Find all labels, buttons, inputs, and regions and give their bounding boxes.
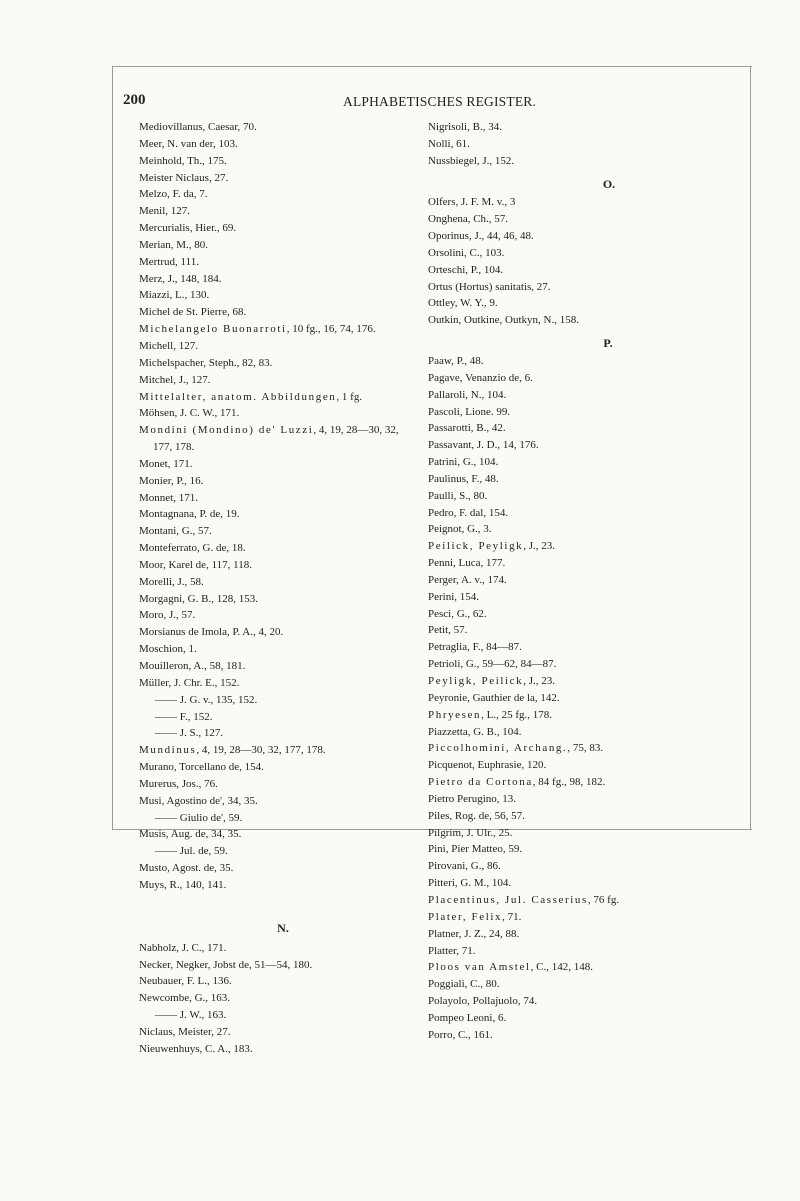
index-entry bbox=[139, 389, 417, 406]
index-entry: Nieuwenhuys, C. A., 183. bbox=[139, 1042, 253, 1055]
index-column-right bbox=[428, 119, 750, 1044]
index-entry: Morsianus de Imola, P. A., 4, 20. bbox=[139, 626, 284, 639]
index-entry bbox=[428, 959, 750, 976]
section-heading-n: N. bbox=[277, 920, 289, 935]
index-entry: Platter, 71. bbox=[428, 944, 476, 957]
index-entry: Nolli, 61. bbox=[428, 137, 470, 150]
index-entry: Morelli, J., 58. bbox=[139, 575, 204, 588]
index-entry: Pilgrim, J. Ulr., 25. bbox=[428, 826, 513, 839]
spaced-entry-term: Plater, Felix bbox=[428, 910, 503, 923]
index-subentry: —— J. S., 127. bbox=[155, 727, 224, 740]
index-entry: Penni, Luca, 177. bbox=[428, 557, 506, 570]
index-entry: Pini, Pier Matteo, 59. bbox=[428, 843, 523, 856]
index-entry: Pirovani, G., 86. bbox=[428, 860, 501, 873]
index-entry: Moor, Karel de, 117, 118. bbox=[139, 558, 252, 571]
spaced-entry-term: Peyligk, Peilick bbox=[428, 675, 524, 687]
index-entry: Musto, Agost. de, 35. bbox=[139, 862, 234, 875]
index-entry: Merian, M., 80. bbox=[139, 238, 209, 251]
entry-references: , J., 23. bbox=[523, 540, 556, 553]
index-entry: Pedro, F. dal, 154. bbox=[428, 506, 509, 519]
entry-references: , 84 fg., 98, 182. bbox=[532, 776, 606, 789]
index-entry: Piles, Rog. de, 56, 57. bbox=[428, 809, 525, 822]
index-entry: Patrini, G., 104. bbox=[428, 456, 499, 469]
index-entry: Melzo, F. da, 7. bbox=[139, 188, 208, 201]
index-entry: Onghena, Ch., 57. bbox=[428, 213, 509, 226]
index-entry: Montagnana, P. de, 19. bbox=[139, 508, 240, 521]
spaced-entry-term: Michelangelo Buonarroti bbox=[139, 323, 287, 336]
index-entry: Pitteri, G. M., 104. bbox=[428, 877, 512, 890]
index-entry: Muys, R., 140, 141. bbox=[139, 878, 227, 891]
index-entry: Oporinus, J., 44, 46, 48. bbox=[428, 230, 534, 243]
index-subentry: —— J. W., 163. bbox=[155, 1009, 227, 1022]
index-entry: Montani, G., 57. bbox=[139, 525, 212, 538]
index-entry: Möhsen, J. C. W., 171. bbox=[139, 407, 240, 420]
index-entry bbox=[428, 892, 750, 909]
index-entry bbox=[139, 321, 417, 338]
index-entry: Neubauer, F. L., 136. bbox=[139, 975, 232, 988]
spaced-entry-term: Pietro da Cortona bbox=[428, 776, 533, 789]
index-entry: Mitchel, J., 127. bbox=[139, 373, 211, 386]
index-entry: Murano, Torcellano de, 154. bbox=[139, 761, 264, 774]
spaced-entry-term: Placentinus, Jul. Casserius bbox=[428, 893, 588, 906]
index-entry: Peyronie, Gauthier de la, 142. bbox=[428, 691, 560, 704]
page-frame-top-rule bbox=[112, 66, 752, 67]
index-entry: Picquenot, Euphrasie, 120. bbox=[428, 759, 547, 772]
entry-references: , C., 142, 148. bbox=[530, 961, 593, 974]
index-entry: Pietro Perugino, 13. bbox=[428, 792, 516, 805]
index-entry: Polayolo, Pollajuolo, 74. bbox=[428, 995, 538, 1008]
index-column-left bbox=[139, 119, 417, 1058]
index-entry: Mediovillanus, Caesar, 70. bbox=[139, 121, 257, 133]
index-entry: Petraglia, F., 84—87. bbox=[428, 641, 522, 654]
entry-references: , 1 fg. bbox=[336, 390, 363, 403]
index-entry: Miazzi, L., 130. bbox=[139, 289, 210, 302]
index-subentry: —— Jul. de, 59. bbox=[155, 845, 228, 858]
index-subentry: —— J. G. v., 135, 152. bbox=[155, 693, 258, 706]
index-entry: Menil, 127. bbox=[139, 205, 191, 218]
index-entry: Perini, 154. bbox=[428, 590, 480, 603]
index-entry bbox=[428, 538, 750, 555]
index-entry: Paaw, P., 48. bbox=[428, 354, 484, 367]
entry-references: , 76 fg. bbox=[587, 893, 620, 906]
index-entry: Monier, P., 16. bbox=[139, 474, 204, 487]
index-entry: Morgagni, G. B., 128, 153. bbox=[139, 592, 258, 605]
index-entry bbox=[428, 774, 750, 791]
index-entry: Müller, J. Chr. E., 152. bbox=[139, 676, 240, 689]
index-entry: Meinhold, Th., 175. bbox=[139, 154, 227, 167]
index-entry: Passavant, J. D., 14, 176. bbox=[428, 439, 539, 452]
spaced-entry-term: Mundinus bbox=[139, 744, 197, 757]
index-entry bbox=[428, 707, 750, 724]
index-entry bbox=[428, 673, 750, 690]
index-entry: Moschion, 1. bbox=[139, 643, 197, 656]
entry-references: , 10 fg., 16, 74, 176. bbox=[286, 323, 376, 336]
index-entry: Petrioli, G., 59—62, 84—87. bbox=[428, 658, 557, 671]
entry-references: , L., 25 fg., 178. bbox=[481, 708, 553, 721]
index-entry: Monet, 171. bbox=[139, 457, 193, 470]
index-entry: Mouilleron, A., 58, 181. bbox=[139, 660, 246, 672]
index-entry: Ortus (Hortus) sanitatis, 27. bbox=[428, 280, 551, 293]
index-entry: Olfers, J. F. M. v., 3 bbox=[428, 196, 516, 209]
index-entry: Michell, 127. bbox=[139, 339, 198, 352]
index-entry: Michel de St. Pierre, 68. bbox=[139, 306, 247, 319]
index-entry: Necker, Negker, Jobst de, 51—54, 180. bbox=[139, 958, 313, 971]
page-number: 200 bbox=[123, 92, 146, 108]
index-entry: Mercurialis, Hier., 69. bbox=[139, 222, 237, 235]
index-entry: Piazzetta, G. B., 104. bbox=[428, 725, 522, 738]
index-entry: Musis, Aug. de, 34, 35. bbox=[139, 828, 242, 841]
spaced-entry-term: Peilick, Peyligk bbox=[428, 540, 524, 553]
index-entry: Perger, A. v., 174. bbox=[428, 573, 507, 586]
index-entry: Murerus, Jos., 76. bbox=[139, 777, 218, 790]
index-entry bbox=[428, 740, 750, 757]
index-entry: Nigrisoli, B., 34. bbox=[428, 121, 502, 133]
index-entry: Newcombe, G., 163. bbox=[139, 992, 231, 1005]
spaced-entry-term: Ploos van Amstel bbox=[428, 961, 531, 974]
index-entry: Pagave, Venanzio de, 6. bbox=[428, 371, 533, 384]
index-entry bbox=[139, 742, 417, 759]
index-entry: Meer, N. van der, 103. bbox=[139, 137, 238, 150]
page-frame-right-rule bbox=[750, 66, 751, 830]
index-entry: Meister Niclaus, 27. bbox=[139, 171, 229, 184]
entry-references: , J., 23. bbox=[523, 675, 556, 687]
index-entry: Musi, Agostino de', 34, 35. bbox=[139, 794, 258, 807]
index-entry: Peignot, G., 3. bbox=[428, 523, 492, 536]
index-entry: Nussbiegel, J., 152. bbox=[428, 154, 515, 167]
index-entry: Poggiali, C., 80. bbox=[428, 978, 500, 991]
index-entry: Niclaus, Meister, 27. bbox=[139, 1025, 231, 1038]
section-heading-o: O. bbox=[602, 176, 616, 191]
section-heading-p: P. bbox=[603, 336, 613, 351]
entry-references: , 75, 83. bbox=[567, 742, 604, 755]
spaced-entry-term: Phryesen bbox=[428, 708, 482, 721]
entry-references: , 4, 19, 28—30, 32, 177, 178. bbox=[196, 744, 326, 757]
index-entry: Merz, J., 148, 184. bbox=[139, 272, 222, 285]
index-entry: Paulinus, F., 48. bbox=[428, 472, 499, 485]
index-entry: Platner, J. Z., 24, 88. bbox=[428, 927, 520, 940]
index-entry: Monnet, 171. bbox=[139, 491, 198, 504]
index-entry: Orteschi, P., 104. bbox=[428, 263, 504, 276]
index-subentry: —— F., 152. bbox=[155, 710, 213, 723]
index-subentry: —— Giulio de', 59. bbox=[155, 811, 243, 824]
spaced-entry-term: Piccolhomini, Archang. bbox=[428, 742, 568, 755]
running-head-title: ALPHABETISCHES REGISTER. bbox=[343, 94, 537, 109]
index-entry: Outkin, Outkine, Outkyn, N., 158. bbox=[428, 314, 579, 327]
index-entry: Porro, C., 161. bbox=[428, 1028, 493, 1041]
index-entry: Passarotti, B., 42. bbox=[428, 422, 506, 435]
index-entry: Orsolini, C., 103. bbox=[428, 246, 505, 259]
index-entry: Paulli, S., 80. bbox=[428, 489, 488, 502]
index-entry: Pascoli, Lione. 99. bbox=[428, 405, 511, 418]
index-entry bbox=[139, 422, 417, 456]
entry-references: , 71. bbox=[502, 910, 522, 923]
index-entry: Ottley, W. Y., 9. bbox=[428, 297, 498, 310]
index-entry: Pallaroli, N., 104. bbox=[428, 388, 507, 401]
index-entry bbox=[428, 909, 750, 926]
index-entry: Pesci, G., 62. bbox=[428, 607, 487, 620]
index-entry: Moro, J., 57. bbox=[139, 609, 196, 622]
index-entry: Nabholz, J. C., 171. bbox=[139, 941, 227, 954]
entry-references: , 4, 19, 28—30, 32, 177, 178. bbox=[153, 424, 399, 454]
index-entry: Petit, 57. bbox=[428, 624, 468, 637]
spaced-entry-term: Mittelalter, anatom. Abbildungen bbox=[139, 390, 337, 403]
spaced-entry-term: Mondini (Mondino) de' Luzzi bbox=[139, 424, 314, 437]
index-entry: Monteferrato, G. de, 18. bbox=[139, 542, 246, 555]
index-entry: Pompeo Leoni, 6. bbox=[428, 1011, 507, 1024]
index-entry: Michelspacher, Steph., 82, 83. bbox=[139, 356, 273, 369]
index-entry: Mertrud, 111. bbox=[139, 255, 199, 268]
page-frame-left-rule bbox=[112, 66, 113, 830]
